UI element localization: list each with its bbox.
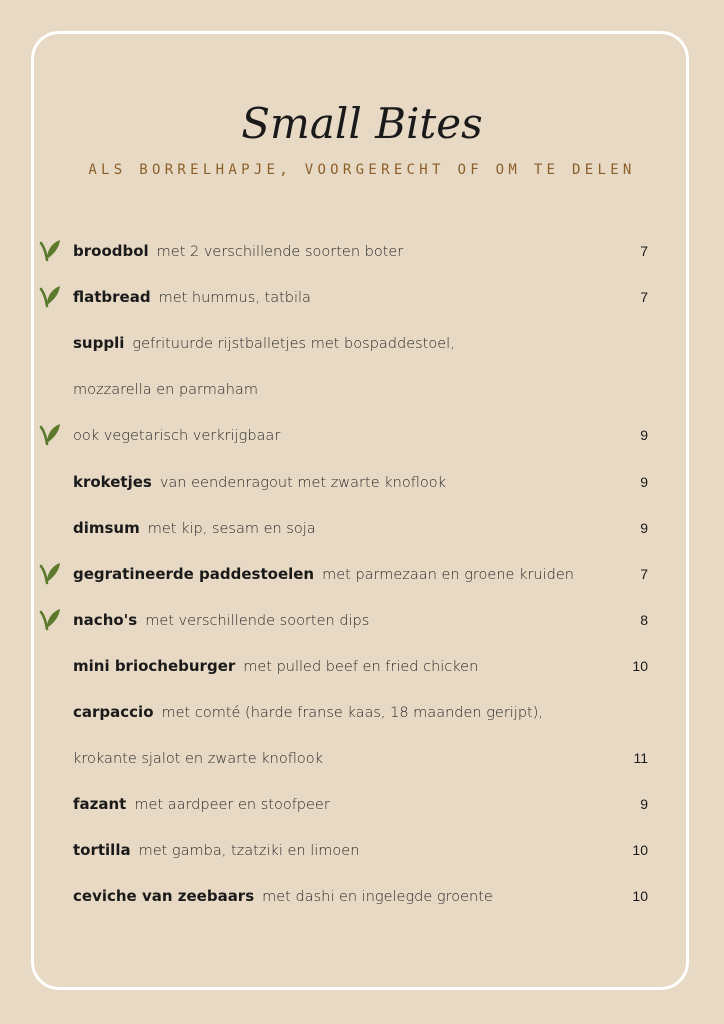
menu-item-description: met gamba, tzatziki en limoen xyxy=(138,843,360,860)
menu-item-description: met aardpeer en stoofpeer xyxy=(134,797,330,814)
menu-item-row xyxy=(0,559,724,589)
menu-item-text xyxy=(73,789,330,819)
menu-item-description: van eendenragout met zwarte knoflook xyxy=(159,474,446,491)
vegetarian-leaf-icon xyxy=(38,561,62,585)
menu-item-text xyxy=(73,236,403,266)
menu-item-name: mini briocheburger xyxy=(73,656,236,675)
vegetarian-leaf-icon xyxy=(38,284,62,308)
menu-item-description: met comté (harde franse kaas, 18 maanden gerijpt), xyxy=(161,705,543,721)
menu-item-price: 9 xyxy=(640,473,648,490)
menu-item-row xyxy=(0,743,724,773)
menu-item-name: nacho's xyxy=(73,610,138,629)
menu-item-row xyxy=(0,374,724,404)
menu-item-description: met parmezaan en groene kruiden xyxy=(322,566,574,583)
menu-item-price: 10 xyxy=(632,657,648,674)
menu-item-name: dimsum xyxy=(73,518,140,537)
menu-item-description: met kip, sesam en soja xyxy=(147,520,316,537)
menu-item-text xyxy=(73,467,446,497)
menu-item-price: 9 xyxy=(640,519,648,536)
menu-item-row xyxy=(0,513,724,543)
menu-item-row xyxy=(0,697,724,727)
menu-item-description: gefrituurde rijstballetjes met bospaddestoel, xyxy=(132,336,455,353)
menu-subtitle: ALS BORRELHAPJE, VOORGERECHT OF OM TE DELEN xyxy=(88,162,636,178)
menu-item-row xyxy=(0,282,724,312)
menu-item-name: tortilla xyxy=(73,841,131,860)
menu-item-text xyxy=(73,881,493,911)
menu-item-row xyxy=(0,789,724,819)
menu-item-description: ook vegetarisch verkrijgbaar xyxy=(73,428,281,445)
menu-item-price: 7 xyxy=(640,289,648,306)
vegetarian-leaf-icon xyxy=(38,238,62,262)
menu-item-name: broodbol xyxy=(73,242,149,260)
menu-item-row xyxy=(0,328,724,358)
menu-item-price: 10 xyxy=(632,842,648,859)
menu-item-description: krokante sjalot en zwarte knoflook xyxy=(73,751,323,768)
menu-item-name: suppli xyxy=(73,334,125,353)
menu-item-text xyxy=(73,743,323,773)
menu-item-row xyxy=(0,835,724,865)
menu-item-text xyxy=(73,835,359,865)
menu-item-description: met verschillende soorten dips xyxy=(145,612,370,629)
menu-item-name: fazant xyxy=(73,795,127,814)
vegetarian-leaf-icon xyxy=(38,422,62,446)
menu-item-name: carpaccio xyxy=(73,703,154,721)
menu-item-description: met 2 verschillende soorten boter xyxy=(156,244,404,260)
menu-item-text xyxy=(73,651,478,681)
menu-item-price: 7 xyxy=(640,243,648,259)
menu-item-text xyxy=(73,697,543,727)
menu-item-row xyxy=(0,605,724,635)
menu-item-price: 9 xyxy=(640,427,648,444)
menu-item-description: mozzarella en parmaham xyxy=(73,382,258,399)
menu-item-row xyxy=(0,467,724,497)
menu-item-text xyxy=(73,420,280,450)
menu-item-price: 9 xyxy=(640,796,648,813)
menu-item-price: 10 xyxy=(632,888,648,905)
menu-item-name: ceviche van zeebaars xyxy=(73,887,255,906)
menu-item-text xyxy=(73,605,369,635)
menu-item-text xyxy=(73,559,574,589)
menu-item-row xyxy=(0,651,724,681)
menu-title: Small Bites xyxy=(241,99,483,148)
menu-item-row xyxy=(0,236,724,266)
menu-item-price: 8 xyxy=(640,611,648,628)
menu-item-price: 7 xyxy=(640,565,648,582)
vegetarian-leaf-icon xyxy=(38,607,62,631)
menu-item-text xyxy=(73,328,455,358)
menu-item-text xyxy=(73,374,258,404)
menu-item-description: met dashi en ingelegde groente xyxy=(262,889,493,906)
menu-item-price: 11 xyxy=(633,750,648,767)
menu-item-name: kroketjes xyxy=(73,472,152,491)
menu-item-description: met hummus, tatbila xyxy=(158,290,311,307)
menu-item-description: met pulled beef en fried chicken xyxy=(243,658,479,675)
menu-item-row xyxy=(0,420,724,450)
menu-item-name: gegratineerde paddestoelen xyxy=(73,564,315,583)
menu-item-name: flatbread xyxy=(73,288,151,307)
menu-item-text xyxy=(73,513,316,543)
menu-item-row xyxy=(0,881,724,911)
menu-item-text xyxy=(73,282,311,312)
